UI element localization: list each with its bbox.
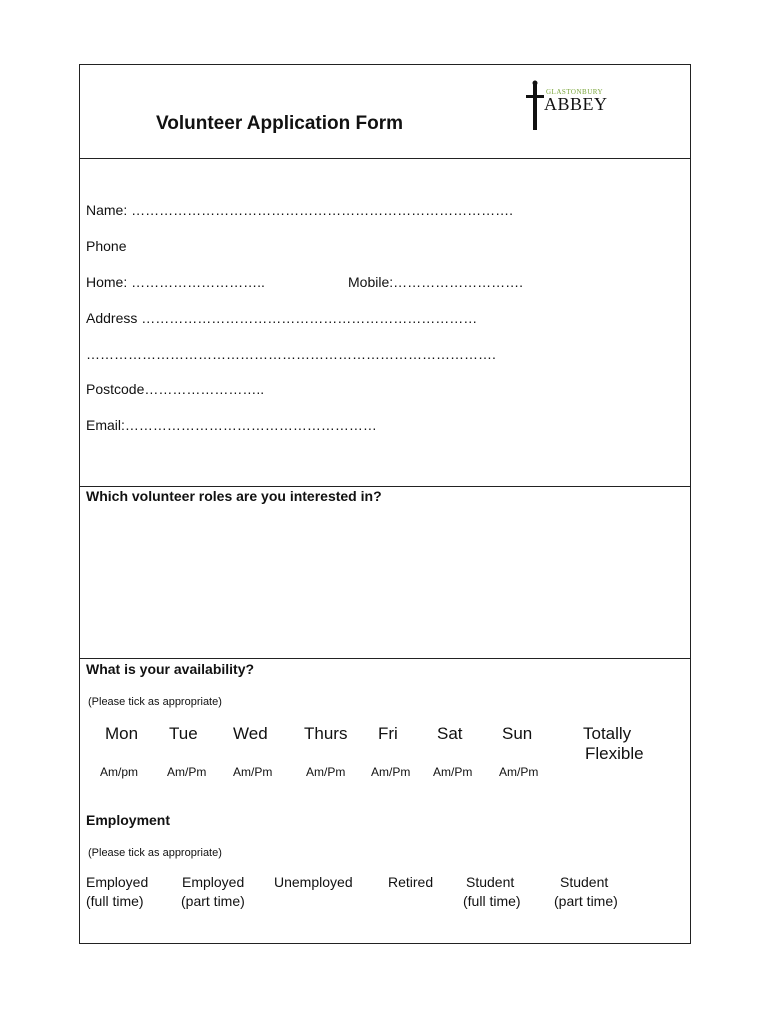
slot-sun[interactable]: Am/Pm <box>499 765 539 779</box>
roles-divider <box>79 658 691 659</box>
logo-line2: ABBEY <box>544 94 608 114</box>
address-line2-field[interactable]: ……………………………………………………………………………. <box>86 346 496 362</box>
option-line2: (part time) <box>554 893 618 909</box>
option-line2: (full time) <box>463 893 521 909</box>
logo-line1: GLASTONBURY <box>546 88 604 96</box>
option-line1: Unemployed <box>274 874 353 890</box>
option-line1: Employed <box>86 874 149 890</box>
slot-tue[interactable]: Am/Pm <box>167 765 207 779</box>
employment-option-student-part[interactable] <box>554 873 618 911</box>
roles-question: Which volunteer roles are you interested in? <box>86 488 382 504</box>
slot-thurs[interactable]: Am/Pm <box>306 765 346 779</box>
option-line1: Employed <box>182 874 245 890</box>
day-tue[interactable]: Tue <box>169 724 198 743</box>
postcode-field[interactable]: Postcode…………………….. <box>86 381 265 397</box>
page-title: Volunteer Application Form <box>156 113 404 134</box>
option-line1: Student <box>466 874 515 890</box>
roles-answer-area[interactable] <box>86 510 684 650</box>
employment-option-student-full[interactable] <box>463 873 521 911</box>
employment-option-employed-full[interactable] <box>86 873 148 911</box>
contact-divider <box>79 486 691 487</box>
day-wed[interactable]: Wed <box>233 724 268 743</box>
employment-option-employed-part[interactable] <box>181 873 245 911</box>
form-frame <box>79 64 691 944</box>
phone-label: Phone <box>86 238 127 254</box>
day-sun[interactable]: Sun <box>502 724 533 743</box>
home-phone-field[interactable]: Home: ……………………….. <box>86 274 265 290</box>
sword-icon <box>524 80 546 132</box>
slot-sat[interactable]: Am/Pm <box>433 765 473 779</box>
slot-mon[interactable]: Am/pm <box>100 765 139 779</box>
slot-wed[interactable]: Am/Pm <box>233 765 273 779</box>
employment-heading: Employment <box>86 812 171 828</box>
name-field[interactable]: Name: ………………………………………………………………………. <box>86 202 514 218</box>
option-line1: Retired <box>388 874 434 890</box>
flexible-option-line2[interactable]: Flexible <box>585 744 644 763</box>
day-sat[interactable]: Sat <box>437 724 463 743</box>
availability-note: (Please tick as appropriate) <box>88 696 222 708</box>
mobile-phone-field[interactable]: Mobile:………………………. <box>348 274 524 290</box>
employment-option-unemployed[interactable] <box>274 873 353 892</box>
day-mon[interactable]: Mon <box>105 724 139 743</box>
address-field[interactable]: Address ……………………………………………………………… <box>86 310 478 326</box>
abbey-logo <box>524 80 620 134</box>
slot-fri[interactable]: Am/Pm <box>371 765 411 779</box>
employment-note: (Please tick as appropriate) <box>88 847 222 859</box>
day-thurs[interactable]: Thurs <box>304 724 348 743</box>
availability-question: What is your availability? <box>86 661 255 677</box>
day-fri[interactable]: Fri <box>378 724 398 743</box>
header-divider <box>79 158 691 159</box>
option-line2: (full time) <box>86 893 144 909</box>
option-line1: Student <box>560 874 609 890</box>
option-line2: (part time) <box>181 893 245 909</box>
email-field[interactable]: Email:……………………………………………… <box>86 417 377 433</box>
flexible-option-line1[interactable]: Totally <box>583 724 632 743</box>
employment-option-retired[interactable] <box>388 873 433 892</box>
